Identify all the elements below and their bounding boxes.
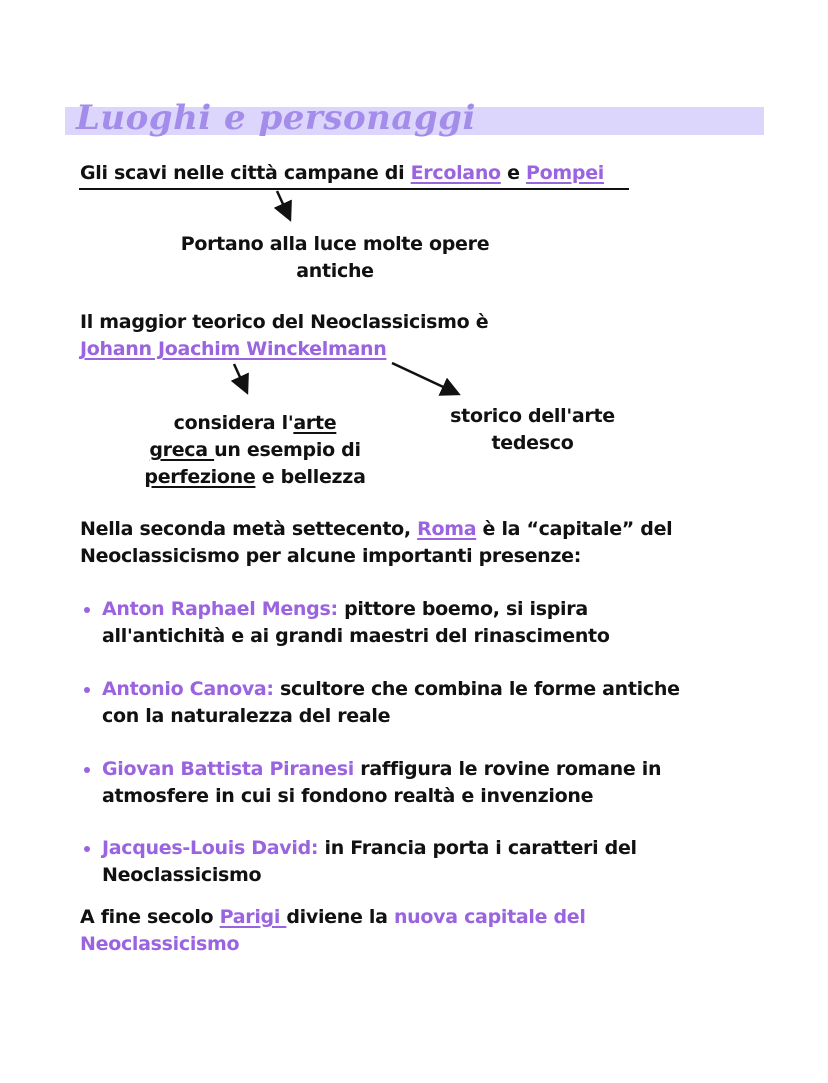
right-node-line2: tedesco	[491, 432, 574, 454]
bullet-person-name: Anton Raphael Mengs:	[102, 598, 338, 620]
roma-text: è la “capitale” del	[476, 518, 673, 540]
scavi-result	[160, 231, 510, 285]
winckelmann-intro: Il maggior teorico del Neoclassicismo è	[80, 311, 489, 333]
link-ercolano[interactable]: Ercolano	[410, 162, 501, 184]
underlined-greca: greca	[149, 439, 215, 461]
bullet-dot-icon	[84, 846, 90, 852]
page-title: Luoghi e personaggi	[76, 98, 476, 138]
arrow-winckelmann-to-left-node	[234, 364, 245, 388]
roma-line2: Neoclassicismo per alcune importanti presenze:	[80, 545, 582, 567]
bullet-text: in Francia porta i caratteri del	[318, 837, 637, 859]
parigi-line1	[80, 904, 586, 931]
left-node-text: un esempio di	[214, 439, 361, 461]
underlined-perfezione: perfezione	[144, 466, 256, 488]
roma-text: Nella seconda metà settecento,	[80, 518, 418, 540]
parigi-text: diviene la	[286, 906, 394, 928]
bullet-text: pittore boemo, si ispira	[337, 598, 588, 620]
scavi-text: Gli scavi nelle città campane di	[80, 162, 411, 184]
scavi-result-line2: antiche	[296, 260, 374, 282]
bullet-line2: all'antichità e ai grandi maestri del rinascimento	[102, 625, 610, 647]
parigi-line2: Neoclassicismo	[80, 933, 240, 955]
winckelmann-name-line	[80, 336, 386, 363]
bullet-dot-icon	[84, 687, 90, 693]
scavi-result-line1: Portano alla luce molte opere	[180, 233, 490, 255]
winckelmann-right-node	[420, 403, 645, 457]
roma-line1	[80, 516, 672, 543]
bullet-line1	[102, 676, 680, 703]
left-node-line3	[120, 464, 390, 491]
bullet-line1	[102, 756, 661, 783]
parigi-highlight: nuova capitale del	[393, 906, 586, 928]
bullet-line2: Neoclassicismo	[102, 864, 262, 886]
left-node-text: e bellezza	[255, 466, 366, 488]
left-node-text: considera l'	[173, 412, 294, 434]
scavi-sentence	[80, 160, 604, 187]
bullet-dot-icon	[84, 607, 90, 613]
bullet-line1	[102, 835, 637, 862]
scavi-and: e	[500, 162, 527, 184]
bullet-text: raffigura le rovine romane in	[353, 758, 662, 780]
scavi-underline-rule	[79, 188, 629, 190]
bullet-dot-icon	[84, 767, 90, 773]
bullet-line1	[102, 596, 588, 623]
left-node-line1	[120, 410, 390, 437]
bullet-person-name: Giovan Battista Piranesi	[102, 758, 354, 780]
bullet-person-name: Antonio Canova:	[102, 678, 274, 700]
link-parigi[interactable]: Parigi	[219, 906, 287, 928]
arrow-winckelmann-to-right-node	[392, 363, 454, 392]
link-winckelmann[interactable]: Johann Joachim Winckelmann	[80, 338, 387, 360]
bullet-text: scultore che combina le forme antiche	[273, 678, 680, 700]
winckelmann-left-node	[120, 410, 390, 491]
arrow-scavi-to-result	[277, 191, 288, 215]
parigi-text: A fine secolo	[80, 906, 220, 928]
left-node-line2	[120, 437, 390, 464]
right-node-line1: storico dell'arte	[450, 405, 615, 427]
link-roma[interactable]: Roma	[417, 518, 477, 540]
link-pompei[interactable]: Pompei	[526, 162, 605, 184]
bullet-line2: atmosfere in cui si fondono realtà e invenzione	[102, 785, 594, 807]
underlined-arte: arte	[293, 412, 337, 434]
bullet-line2: con la naturalezza del reale	[102, 705, 391, 727]
bullet-person-name: Jacques-Louis David:	[102, 837, 319, 859]
